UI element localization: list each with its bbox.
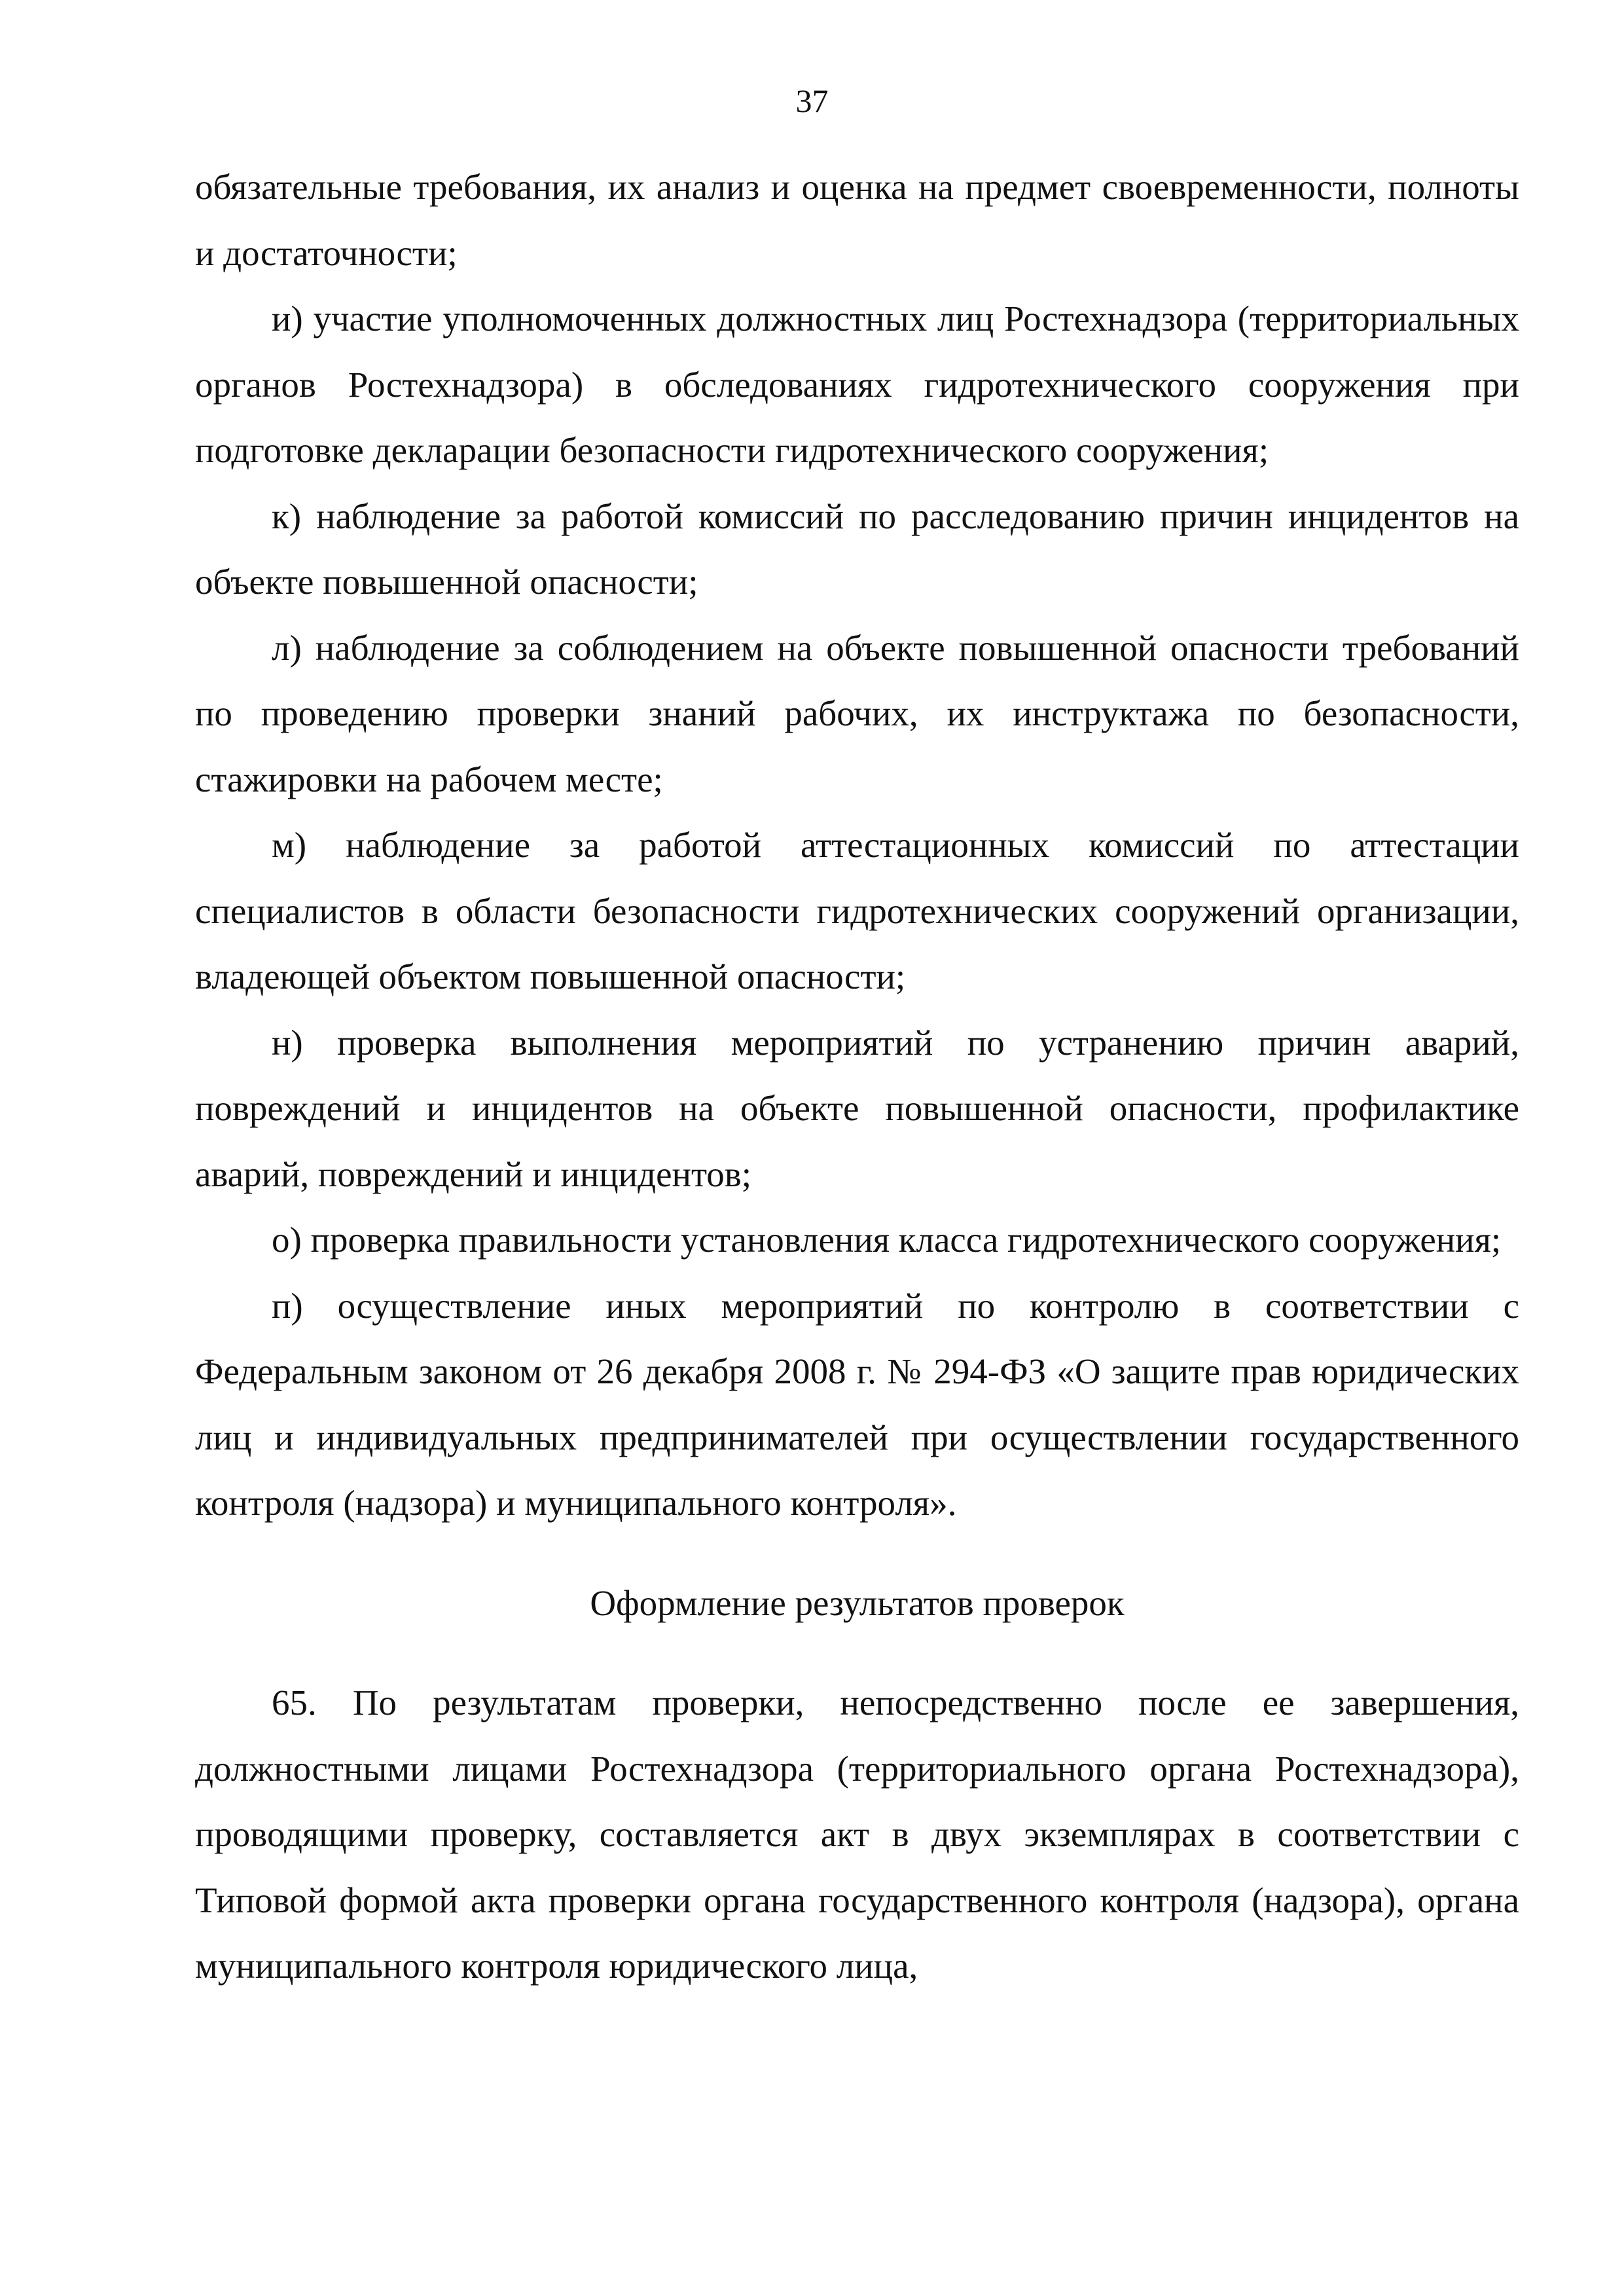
list-item-m: м) наблюдение за работой аттестационных комиссий по аттестации специалистов в области безопасности гидротехнических сооружений организации, владеющей объектом повышенной опасности;: [195, 825, 1519, 996]
list-item-l: л) наблюдение за соблюдением на объекте повышенной опасности требований по проведению проверки знаний рабочих, их инструктажа по безопасности, стажировки на рабочем месте;: [195, 627, 1519, 799]
page-number: 37: [795, 82, 829, 119]
list-item-o: о) проверка правильности установления класса гидротехнического сооружения;: [272, 1220, 1502, 1260]
section-heading: Оформление результатов проверок: [590, 1582, 1125, 1623]
list-item-n: н) проверка выполнения мероприятий по устранению причин аварий, повреждений и инцидентов на объекте повышенной опасности, профилактике аварий, повреждений и инцидентов;: [195, 1022, 1519, 1194]
paragraph-65: 65. По результатам проверки, непосредственно после ее завершения, должностными лицами Ростехнадзора (территориального органа Ростехнадзора), проводящими проверку, составляется акт в двух экземплярах в соответствии с Типовой формой акта проверки органа государственного контроля (надзора), органа муниципального контроля юридического лица,: [195, 1683, 1519, 1986]
list-item-k: к) наблюдение за работой комиссий по расследованию причин инцидентов на объекте повышенной опасности;: [195, 496, 1519, 602]
document-body: [195, 155, 1519, 1999]
continued-paragraph: обязательные требования, их анализ и оценка на предмет своевременности, полноты и достаточности;: [195, 167, 1519, 273]
list-item-i: и) участие уполномоченных должностных лиц Ростехнадзора (территориальных органов Ростехнадзора) в обследованиях гидротехнического сооружения при подготовке декларации безопасности гидротехнического сооружения;: [195, 299, 1519, 470]
list-item-p: п) осуществление иных мероприятий по контролю в соответствии с Федеральным законом от 26 декабря 2008 г. № 294-ФЗ «О защите прав юридических лиц и индивидуальных предпринимателей при осуществлении государственного контроля (надзора) и муниципального контроля».: [195, 1285, 1519, 1523]
